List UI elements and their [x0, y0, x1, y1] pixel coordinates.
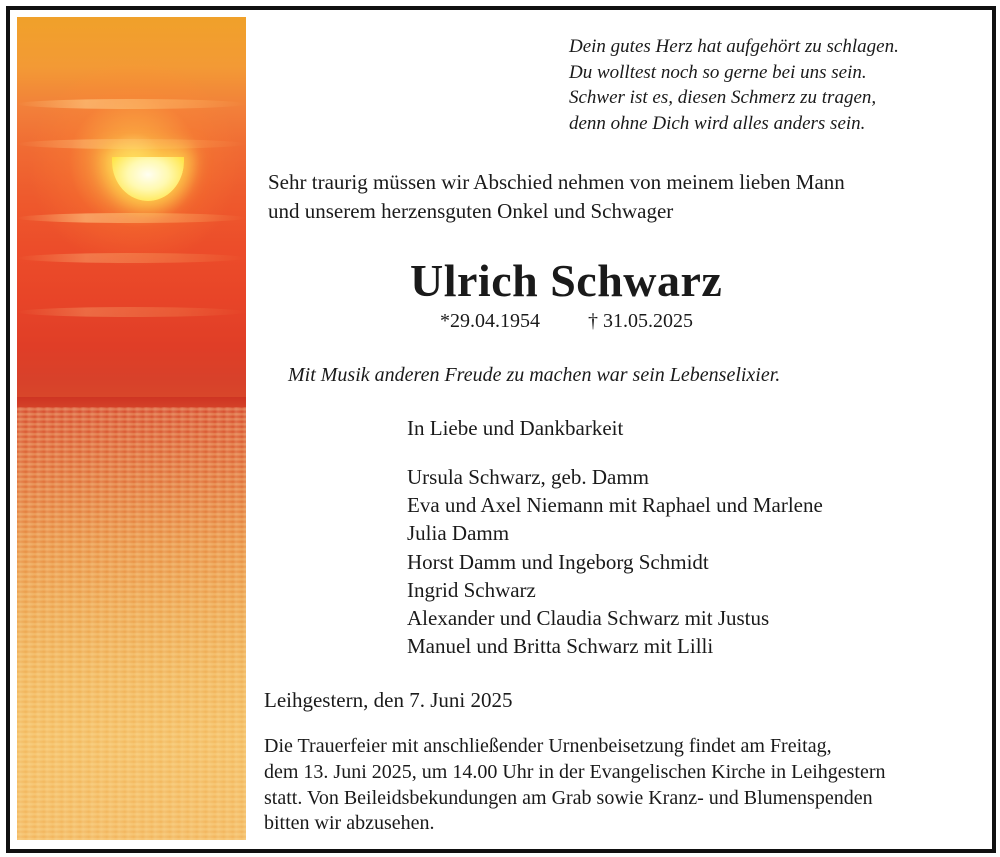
thanks-line: In Liebe und Dankbarkeit — [407, 416, 624, 440]
cloud-streak — [17, 99, 246, 109]
intro-text — [268, 168, 845, 226]
poem-line: Du wolltest noch so gerne bei uns sein. — [569, 61, 867, 83]
poem — [569, 34, 899, 136]
place-date: Leihgestern, den 7. Juni 2025 — [264, 688, 513, 712]
birth-date: *29.04.1954 — [440, 310, 540, 332]
poem-line: Dein gutes Herz hat aufgehört zu schlagen. — [569, 36, 899, 57]
cloud-streak — [17, 139, 246, 149]
intro-line: Sehr traurig müssen wir Abschied nehmen von meinem lieben Mann — [268, 170, 845, 194]
intro-line: und unserem herzensguten Onkel und Schwager — [268, 199, 674, 223]
list-item: Horst Damm und Ingeborg Schmidt — [407, 549, 709, 574]
cloud-streak — [17, 213, 246, 223]
sunset-image — [17, 17, 246, 840]
deceased-name: Ulrich Schwarz — [410, 255, 723, 306]
death-date: † 31.05.2025 — [588, 310, 693, 332]
cloud-streak — [17, 253, 246, 263]
notice-line: Die Trauerfeier mit anschließender Urnenbeisetzung findet am Freitag, — [264, 735, 832, 757]
notice-line: dem 13. Juni 2025, um 14.00 Uhr in der Evangelischen Kirche in Leihgestern — [264, 760, 886, 783]
funeral-notice — [264, 734, 886, 837]
family-list — [407, 463, 823, 660]
obituary-frame — [6, 6, 996, 853]
poem-line: denn ohne Dich wird alles anders sein. — [569, 112, 866, 134]
list-item: Ingrid Schwarz — [407, 577, 536, 602]
motto: Mit Musik anderen Freude zu machen war sein Lebenselixier. — [288, 364, 781, 386]
notice-line: bitten wir abzusehen. — [264, 812, 435, 835]
list-item: Julia Damm — [407, 521, 510, 546]
list-item: Ursula Schwarz, geb. Damm — [407, 465, 650, 489]
notice-line: statt. Von Beileidsbekundungen am Grab sowie Kranz- und Blumenspenden — [264, 786, 873, 809]
list-item: Alexander und Claudia Schwarz mit Justus — [407, 606, 770, 631]
cloud-streak — [17, 307, 246, 317]
list-item: Eva und Axel Niemann mit Raphael und Marlene — [407, 493, 823, 518]
water-reflection — [17, 407, 246, 840]
list-item: Manuel und Britta Schwarz mit Lilli — [407, 634, 714, 659]
poem-line: Schwer ist es, diesen Schmerz zu tragen, — [569, 87, 877, 108]
